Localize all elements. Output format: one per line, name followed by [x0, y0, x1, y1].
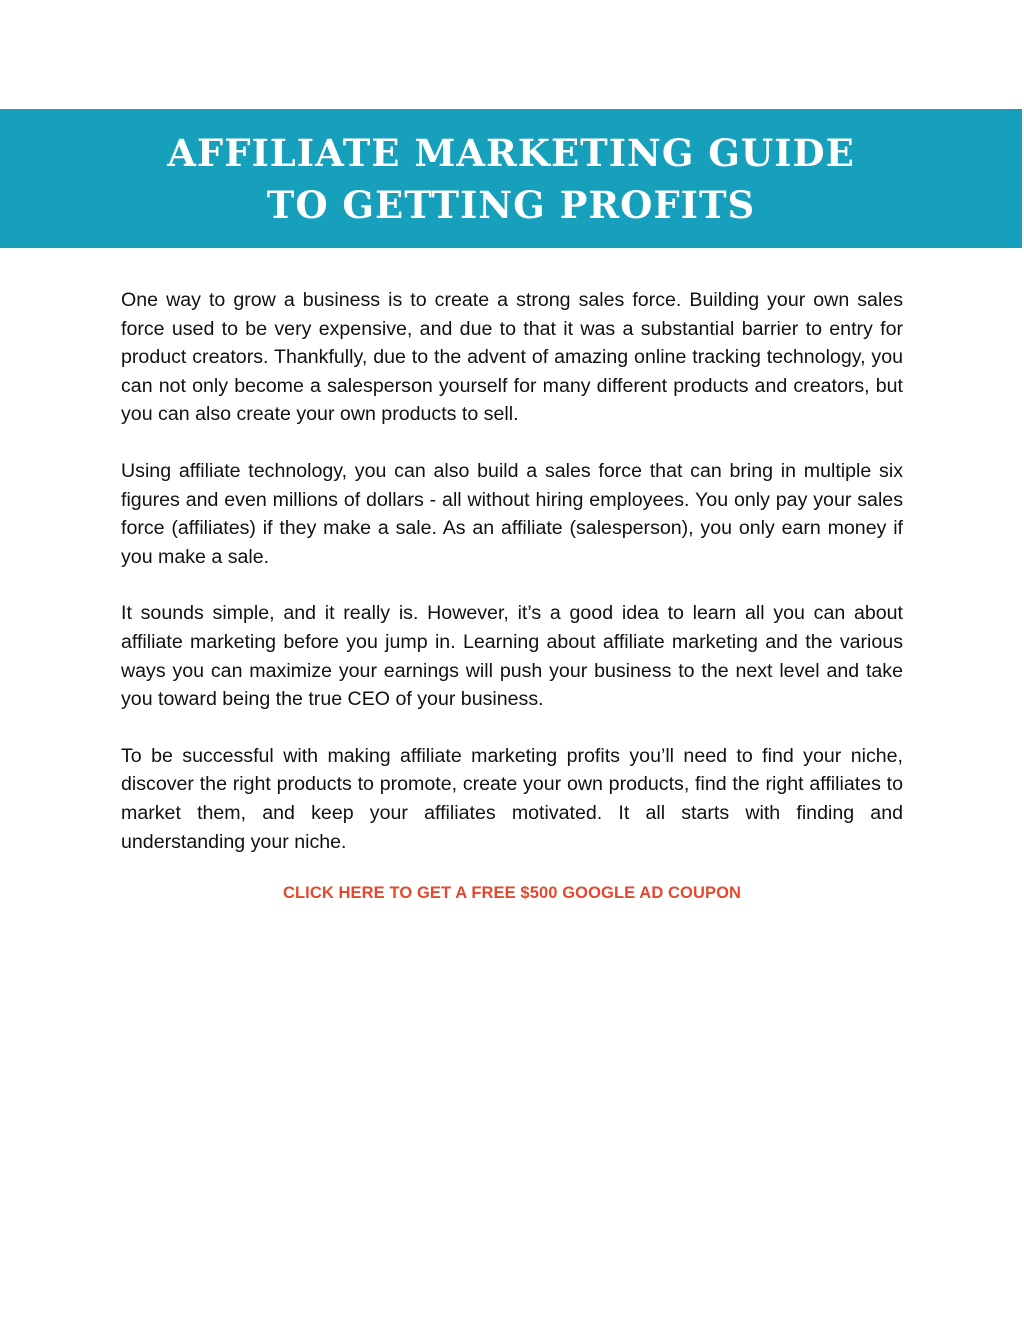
coupon-link[interactable]: CLICK HERE TO GET A FREE $500 GOOGLE AD COUPON	[282, 884, 742, 903]
paragraph-2: Using affiliate technology, you can also build a sales force that can bring in multiple six figures and even millions of dollars - all without hiring employees. You only pay your sales force (affiliates) if they make a sale. As an affiliate (salesperson), you only earn money if you make a sale.	[121, 459, 903, 568]
article-body	[121, 286, 903, 903]
paragraph-3: It sounds simple, and it really is. However, it’s a good idea to learn all you can about affiliate marketing before you jump in. Learning about affiliate marketing and the various ways you can maximize your earnings will push your business to the next level and take you toward being the true CEO of your business.	[121, 602, 903, 711]
page-title-line-1: AFFILIATE MARKETING GUIDE	[167, 130, 855, 175]
paragraph-4: To be successful with making affiliate marketing profits you’ll need to find your niche, discover the right products to promote, create your own products, find the right affiliates to market them, and keep your affiliates motivated. It all starts with finding and understanding your niche.	[121, 744, 903, 853]
paragraph-1: One way to grow a business is to create a strong sales force. Building your own sales force used to be very expensive, and due to that it was a substantial barrier to entry for product creators. Thankfully, due to the advent of amazing online tracking technology, you can not only become a salesperson yourself for many different products and creators, but you can also create your own products to sell.	[121, 289, 903, 426]
title-banner	[0, 109, 1022, 248]
page-title-line-2: TO GETTING PROFITS	[266, 182, 756, 227]
